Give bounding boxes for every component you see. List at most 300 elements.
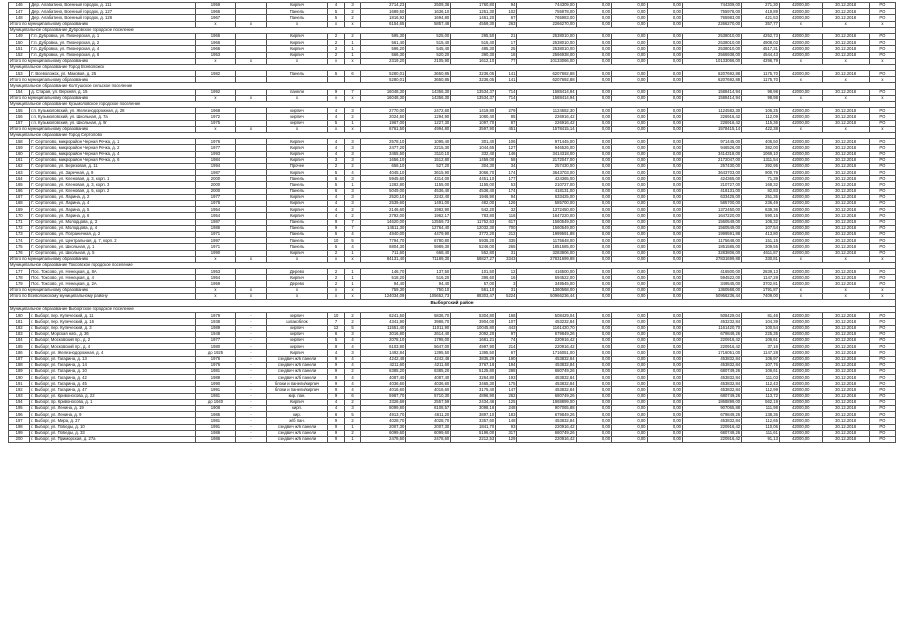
table-cell: 101,50 [451, 269, 496, 275]
table-cell: 2538010,00 [682, 46, 741, 52]
table-cell: Г. Сертолово, микрорайон Черная Речка, д. 2 [30, 145, 196, 151]
table-cell: 42000,00 [779, 114, 822, 120]
table-cell: 1578415,14 [682, 126, 741, 132]
table-cell: 3643703,00 [682, 170, 741, 176]
table-cell: 71189,30 [406, 256, 451, 262]
table-cell: 106,61 [742, 368, 780, 374]
table-cell: 12 [328, 325, 345, 331]
table-cell: РО [869, 182, 895, 188]
table-cell: 0,00 [612, 170, 647, 176]
table-cell: 7794,70 [361, 238, 406, 244]
table-cell: 453832,84 [517, 418, 576, 424]
table-cell: Муниципальное образование Колтушское сельское поселение [9, 83, 896, 89]
table-cell: 3 [344, 406, 361, 412]
table-cell: 30.12.2018 [822, 418, 869, 424]
table-cell: 4341,90 [361, 319, 406, 325]
table-cell: - [236, 331, 267, 337]
table-cell: 2 [344, 430, 361, 436]
table-cell: 0,00 [612, 9, 647, 15]
table-cell: 3357,60 [451, 418, 496, 424]
table-cell: 1 [344, 424, 361, 430]
table-cell: 84131,40 [361, 256, 406, 262]
table-cell: 680749,26 [682, 430, 741, 436]
table-cell: Панель [266, 176, 327, 182]
table-cell: 2 [328, 269, 345, 275]
table-cell: 1 [344, 275, 361, 281]
table-cell: 226916,42 [517, 114, 576, 120]
table-cell: 3465,30 [451, 381, 496, 387]
table-cell: 2266270,00 [682, 21, 741, 27]
table-cell: 3 [344, 108, 361, 114]
table-cell: 177 [496, 176, 517, 182]
table-cell: 1124582,30 [517, 108, 576, 114]
table-cell: 21 [496, 33, 517, 39]
table-cell: 42000,00 [779, 436, 822, 442]
table-cell: 14620,00 [361, 219, 406, 225]
table-cell: 1491,00 [406, 201, 451, 207]
table-cell: 4 [344, 170, 361, 176]
table-cell: 4994,80 [406, 126, 451, 132]
table-cell: 98,98 [742, 95, 780, 101]
table-cell: 1681,21 [451, 337, 496, 343]
table-cell: 42000,00 [779, 412, 822, 418]
table-cell: х [779, 126, 822, 132]
table-cell: 1 [344, 269, 361, 275]
table-cell: 1954 [195, 207, 235, 213]
table-cell: 42000,00 [779, 231, 822, 237]
table-cell: 3 [344, 139, 361, 145]
table-cell: 30.12.2018 [822, 344, 869, 350]
table-cell: 5280,01 [361, 77, 406, 83]
table-cell: 0,00 [576, 436, 611, 442]
table-cell: 110,06 [742, 424, 780, 430]
table-cell: 2434,46 [451, 399, 496, 405]
table-cell: 161 [9, 157, 30, 163]
table-cell: 10 [328, 238, 345, 244]
table-cell: 16048,30 [361, 95, 406, 101]
table-cell: 946526,00 [682, 145, 741, 151]
table-cell: 0,00 [647, 287, 682, 293]
table-cell: 668,40 [406, 250, 451, 256]
table-cell: 4296,79 [742, 58, 780, 64]
table-cell: 30.12.2018 [822, 430, 869, 436]
table-cell: 167 [9, 194, 30, 200]
table-cell: 4 [328, 350, 345, 356]
table-cell: Г. Сертолово, ул. Школьная, д. 5 [30, 250, 196, 256]
table-cell: 595,30 [361, 33, 406, 39]
table-cell: - [236, 337, 267, 343]
table-cell: Итого по муниципальному образованию [9, 77, 196, 83]
table-cell: РО [869, 281, 895, 287]
table-cell: 146 [496, 151, 517, 157]
table-cell: 1175648,00 [682, 238, 741, 244]
table-cell: 0,00 [576, 182, 611, 188]
table-cell: 0,00 [647, 182, 682, 188]
table-cell: 1816,92 [361, 15, 406, 21]
table-cell: 0,00 [612, 231, 647, 237]
table-cell: 10133066,00 [682, 58, 741, 64]
table-cell: 0,00 [647, 46, 682, 52]
table-cell: 18 [496, 52, 517, 58]
table-cell: 453832,84 [517, 362, 576, 368]
table-cell: РО [869, 269, 895, 275]
table-cell: 4 [344, 231, 361, 237]
table-cell: РО [869, 362, 895, 368]
table-cell: 1612,10 [451, 58, 496, 64]
table-cell: 0,00 [576, 15, 611, 21]
table-cell: 150 [9, 40, 30, 46]
table-cell: РО [869, 52, 895, 58]
table-cell: 6780,80 [406, 238, 451, 244]
table-cell: 0,00 [647, 40, 682, 46]
table-cell: х [822, 58, 869, 64]
table-cell: Г. Сертолово, ул. Кленовая, д. 3, корп. 3 [30, 182, 196, 188]
table-cell: 5857,48 [406, 21, 451, 27]
table-cell: г. Выборг, ул. Железнодорожная, д. 4 [30, 350, 196, 356]
table-cell: 1981 [195, 393, 235, 399]
table-cell: 2024,50 [361, 114, 406, 120]
table-cell: 30.12.2018 [822, 393, 869, 399]
table-cell: 100,54 [742, 325, 780, 331]
table-cell: 0,00 [647, 9, 682, 15]
table-cell: 5125,80 [451, 368, 496, 374]
table-cell: 106,61 [742, 337, 780, 343]
table-cell: 42000,00 [779, 120, 822, 126]
table-cell: 168,32 [742, 182, 780, 188]
table-cell: х [328, 293, 345, 299]
table-cell: 181 [9, 319, 30, 325]
table-cell: 765983,00 [517, 15, 576, 21]
table-cell: 744309,00 [517, 3, 576, 9]
table-cell: Г. Сертолово, ул. Кленовая, д. 3, корп. 1 [30, 176, 196, 182]
table-cell: 112,43 [742, 381, 780, 387]
table-cell: 680749,26 [517, 430, 576, 436]
table-cell: Муниципальное образование Токсовское городское поселение [9, 262, 896, 268]
table-cell: 424365,00 [517, 176, 576, 182]
table-cell: 1492,84 [361, 350, 406, 356]
table-cell: г. Выборг, пер. Купеческий, д. 16 [30, 319, 196, 325]
table-cell: 0,00 [612, 412, 647, 418]
table-cell: 220916,42 [517, 337, 576, 343]
table-cell: 148 [496, 418, 517, 424]
table-cell: 0,00 [612, 430, 647, 436]
table-cell: 257430,00 [682, 163, 741, 169]
table-cell: 5196,00 [451, 430, 496, 436]
table-cell: РО [869, 188, 895, 194]
table-cell: 2000 [195, 188, 235, 194]
table-cell: 9 [328, 381, 345, 387]
table-cell: 1968 [195, 108, 235, 114]
table-cell: 0,00 [647, 319, 682, 325]
table-cell: - [236, 424, 267, 430]
table-cell: 1851585,00 [517, 244, 576, 250]
table-cell: 30.12.2018 [822, 213, 869, 219]
table-cell: 1372450,00 [682, 207, 741, 213]
table-cell: 6 [344, 393, 361, 399]
table-cell: Дерево [266, 269, 327, 275]
table-cell: 81,46 [742, 313, 780, 319]
table-cell: РО [869, 207, 895, 213]
table-cell: - [236, 362, 267, 368]
table-cell: 2 [328, 40, 345, 46]
table-cell: 42000,00 [779, 381, 822, 387]
table-cell: 0,00 [612, 194, 647, 200]
table-cell: 0,00 [612, 126, 647, 132]
table-cell: 1311,54 [742, 157, 780, 163]
table-cell: 1980 [195, 344, 235, 350]
table-cell: х [822, 256, 869, 262]
table-cell: 1080,40 [451, 114, 496, 120]
table-cell: 116 [496, 213, 517, 219]
table-cell: 0,00 [612, 368, 647, 374]
table-cell: 5836,70 [406, 313, 451, 319]
table-cell: 174 [496, 188, 517, 194]
table-cell: 1161420,70 [517, 325, 576, 331]
table-cell: 42000,00 [779, 139, 822, 145]
table-cell: г. Выборг, пер. Купеческий, д. 11 [30, 313, 196, 319]
table-cell: 9 [328, 387, 345, 393]
table-cell: 0,00 [612, 293, 647, 299]
table-cell: г. Выборг, ул. Мира, д. 27 [30, 418, 196, 424]
table-cell: 1986 [195, 430, 235, 436]
table-cell: 418131,00 [682, 188, 741, 194]
table-cell: 0,00 [612, 313, 647, 319]
table-cell: 82,83 [742, 188, 780, 194]
table-cell: 30.12.2018 [822, 350, 869, 356]
table-cell: 1994 [195, 163, 235, 169]
table-cell: Кирпич [266, 157, 327, 163]
table-cell: 4 [328, 399, 345, 405]
table-cell: до 1940 [195, 399, 235, 405]
table-cell: 2105,90 [406, 58, 451, 64]
table-cell: 1560549,00 [682, 219, 741, 225]
table-cell: 0,00 [576, 170, 611, 176]
table-cell: Муниципальное образование Дубровское городское поселение [9, 27, 896, 33]
table-cell: РО [869, 319, 895, 325]
table-cell: 971445,00 [517, 139, 576, 145]
table-cell: Панель [266, 244, 327, 250]
table-cell: 37,16 [742, 344, 780, 350]
table-cell: 170 [9, 213, 30, 219]
table-cell: - [236, 399, 267, 405]
table-cell: РО [869, 225, 895, 231]
table-cell: 10045,80 [451, 325, 496, 331]
table-cell: Г. Сертолово, микрорайон Черная Речка, д. 4 [30, 151, 196, 157]
table-cell: 679849,26 [517, 412, 576, 418]
table-cell: 0,00 [647, 275, 682, 281]
table-cell: 1938 [195, 319, 235, 325]
table-cell: х [344, 293, 361, 299]
table-cell: 0,00 [647, 163, 682, 169]
table-cell: 301,40 [451, 139, 496, 145]
table-cell: 1982 [195, 71, 235, 77]
table-cell: 194 [9, 399, 30, 405]
table-cell: 152 [9, 52, 30, 58]
table-cell: 1155,00 [451, 182, 496, 188]
table-cell: х [822, 126, 869, 132]
table-cell: 0,00 [576, 269, 611, 275]
table-cell: 2478,60 [406, 436, 451, 442]
table-cell: 1560549,00 [517, 225, 576, 231]
table-cell: РО [869, 176, 895, 182]
table-cell: 4 [328, 201, 345, 207]
table-cell: 189 [9, 368, 30, 374]
table-cell: 27831699,88 [682, 256, 741, 262]
table-cell: 67 [496, 15, 517, 21]
table-cell: - [236, 406, 267, 412]
table-cell: 5 [328, 337, 345, 343]
table-cell: 31 [496, 287, 517, 293]
table-cell: 1908 [195, 406, 235, 412]
table-cell: 1372450,00 [517, 207, 576, 213]
table-cell: 0,00 [612, 387, 647, 393]
table-cell: кирпич [266, 337, 327, 343]
table-cell: 42000,00 [779, 250, 822, 256]
table-cell: 1982,90 [406, 207, 451, 213]
table-cell: Кирпич [266, 151, 327, 157]
table-cell: 175 [9, 244, 30, 250]
table-cell: 198 [9, 424, 30, 430]
table-cell: 6 [328, 176, 345, 182]
table-cell: 0,00 [612, 418, 647, 424]
table-cell: Выборгский район [9, 300, 896, 307]
table-cell: 0,00 [647, 256, 682, 262]
table-cell: 633425,00 [517, 194, 576, 200]
table-cell: 0,00 [612, 256, 647, 262]
table-cell: 416500,00 [517, 269, 576, 275]
table-cell: ж/б пан. [266, 418, 327, 424]
table-cell: 1 [344, 120, 361, 126]
table-cell: 5647,00 [406, 344, 451, 350]
table-cell: 3 [344, 151, 361, 157]
table-cell: 42000,00 [779, 393, 822, 399]
table-cell: 1360568,00 [682, 287, 741, 293]
table-cell: РО [869, 331, 895, 337]
table-cell: 0,00 [647, 33, 682, 39]
table-cell: г.п. Кузьмоловский, ул. Школьная, д. 7а [30, 114, 196, 120]
table-cell: 42000,00 [779, 108, 822, 114]
table-cell: РО [869, 313, 895, 319]
table-cell: г. Выборг, ул. Гагарина, д. 42 [30, 375, 196, 381]
table-cell: 4016,60 [361, 387, 406, 393]
table-cell: 0,00 [612, 331, 647, 337]
table-cell: 6207692,88 [682, 71, 741, 77]
table-cell: 1560549,00 [682, 225, 741, 231]
table-cell: 1 [344, 46, 361, 52]
table-cell: 755978,00 [682, 9, 741, 15]
table-cell: 42000,00 [779, 344, 822, 350]
table-cell: 1227,30 [406, 120, 451, 126]
table-cell: 30.12.2018 [822, 250, 869, 256]
table-cell: 317 [496, 430, 517, 436]
table-cell: РО [869, 325, 895, 331]
table-cell: 30.12.2018 [822, 194, 869, 200]
table-cell: г. Выборг, пер. Купеческий, д. 3 [30, 325, 196, 331]
table-cell: 30.12.2018 [822, 151, 869, 157]
table-cell: 30.12.2018 [822, 362, 869, 368]
table-cell: х [869, 21, 895, 27]
table-cell: 679849,26 [682, 331, 741, 337]
table-cell: 172 [9, 225, 30, 231]
table-cell: 0,00 [647, 213, 682, 219]
table-cell: 520,20 [406, 52, 451, 58]
table-cell: Г. Сертолово, ул. Заречная, д. 9 [30, 170, 196, 176]
table-cell: 3643703,00 [517, 170, 576, 176]
table-cell: 0,00 [576, 319, 611, 325]
table-cell: кирпич [266, 114, 327, 120]
table-cell: 0,00 [647, 269, 682, 275]
table-cell: 5 [344, 238, 361, 244]
table-cell: 3175,40 [451, 387, 496, 393]
table-cell: 4611,87 [742, 250, 780, 256]
table-cell: Г. Сертолово, ул. Кленовая, д. 5, корп. 2 [30, 188, 196, 194]
table-cell: 1 [344, 250, 361, 256]
table-cell: 1979 [195, 313, 235, 319]
table-cell: х [236, 126, 267, 132]
table-cell: РО [869, 350, 895, 356]
table-cell: 30.12.2018 [822, 356, 869, 362]
table-cell: 0,00 [576, 406, 611, 412]
table-cell: РО [869, 406, 895, 412]
table-cell: 5 [328, 71, 345, 77]
table-cell: РО [869, 375, 895, 381]
table-cell: 210727,00 [682, 182, 741, 188]
table-cell: г. Выборг, ул. Победы, д. 33 [30, 430, 196, 436]
table-cell: 220916,42 [682, 344, 741, 350]
table-cell: 0,00 [647, 231, 682, 237]
table-cell: 146 [9, 3, 30, 9]
table-cell: 6207692,88 [517, 77, 576, 83]
table-cell: 0,00 [612, 337, 647, 343]
table-cell: 4 [344, 381, 361, 387]
table-cell: 518,20 [361, 275, 406, 281]
table-cell: 1987 [195, 219, 235, 225]
table-cell: 30.12.2018 [822, 325, 869, 331]
table-cell: 2 [344, 399, 361, 405]
table-cell: 30.12.2018 [822, 399, 869, 405]
table-cell: 2 [328, 33, 345, 39]
table-cell: Пос. Токсово, ул. Ненецкая, д. 8А [30, 269, 196, 275]
table-cell: 0,00 [647, 139, 682, 145]
table-cell: 74 [496, 337, 517, 343]
table-cell: 545,40 [406, 46, 451, 52]
table-cell: Кирпич [266, 250, 327, 256]
table-cell: 3 [344, 350, 361, 356]
table-cell: сэндвич ж/б панели [266, 356, 327, 362]
table-cell: 590,15 [742, 213, 780, 219]
table-cell: Кирпич [266, 350, 327, 356]
table-cell: х [822, 287, 869, 293]
table-cell: 6207692,88 [682, 77, 741, 83]
table-cell: х [869, 293, 895, 299]
table-cell: 30.12.2018 [822, 40, 869, 46]
table-cell: 154 [9, 89, 30, 95]
table-cell: 1953 [195, 269, 235, 275]
table-cell: 0,00 [576, 219, 611, 225]
table-cell: 680749,26 [517, 368, 576, 374]
table-cell: 0,00 [647, 151, 682, 157]
table-cell: х [195, 126, 235, 132]
table-cell: 4242,48 [361, 356, 406, 362]
table-cell: х [328, 95, 345, 101]
table-cell: 30.12.2018 [822, 139, 869, 145]
table-cell: 42000,00 [779, 331, 822, 337]
table-cell: 163 [9, 170, 30, 176]
table-cell: 0,00 [647, 176, 682, 182]
table-cell: 14511,30 [361, 225, 406, 231]
table-cell: х [266, 126, 327, 132]
table-cell: 1977 [195, 145, 235, 151]
